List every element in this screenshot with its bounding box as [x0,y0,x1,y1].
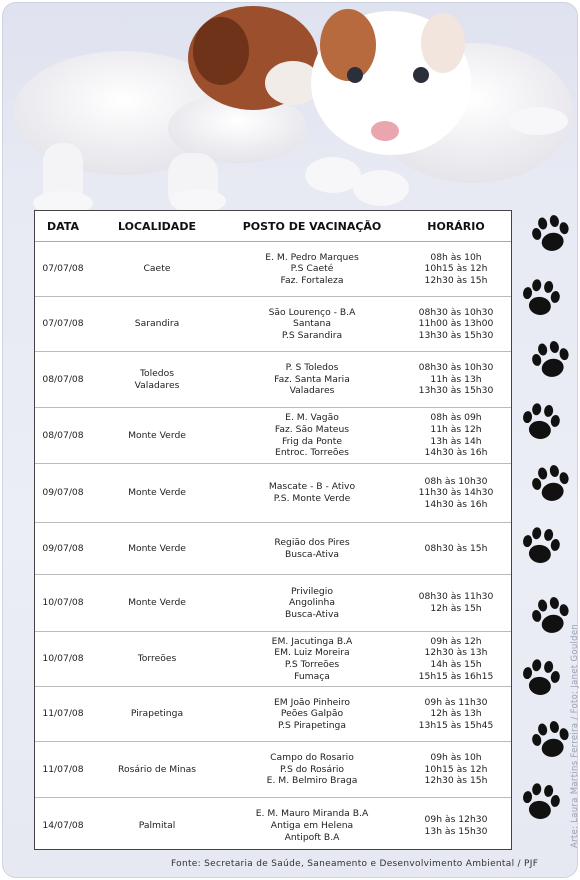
cell-data-line: 08/07/08 [42,373,84,385]
cell-horarios [401,297,511,352]
puppies-photo [3,3,577,218]
cell-postos-line: P.S Caeté [290,263,334,275]
cell-postos [223,297,401,352]
cell-postos-line: Frig da Ponte [282,435,342,447]
cell-postos [223,632,401,687]
cell-localidade-line: Caete [143,263,171,275]
table-row [35,242,511,297]
cell-horarios-line: 11h30 às 14h30 [418,487,494,499]
cell-postos [223,575,401,632]
cell-data [35,523,91,575]
cell-postos-line: E. M. Pedro Marques [265,251,359,263]
cell-postos-line: P.S. Monte Verde [273,493,351,504]
cell-horarios [401,742,511,798]
cell-postos-line: Fumaça [294,670,330,682]
cell-horarios [401,523,511,575]
table-row [35,575,511,632]
cell-postos-line: P.S do Rosário [279,763,345,775]
cell-horarios-line: 14h30 às 16h [424,447,488,459]
cell-horarios-line: 13h30 às 15h30 [418,329,494,341]
cell-postos-line: Angolinha [289,597,335,609]
paw-print-icon [525,458,577,510]
cell-data-line: 09/07/08 [42,487,84,499]
cell-postos-line: E. M. Belmiro Braga [266,775,358,787]
paw-prints-column [513,208,573,848]
cell-localidade-line: Sarandira [134,318,180,330]
cell-horarios-line: 08h às 10h30 [424,475,488,487]
cell-postos [223,798,401,854]
cell-postos [223,408,401,464]
cell-horarios [401,242,511,297]
cell-postos-line: Valadares [289,385,335,397]
cell-data [35,798,91,854]
cell-horarios [401,798,511,854]
cell-postos-line: Faz. São Mateus [274,423,350,435]
cell-localidade-line: Rosário de Minas [117,763,196,775]
cell-postos-line: EM. Jacutinga B.A [271,635,353,647]
cell-localidade-line: Torreões [137,653,177,665]
cell-data-line: 08/07/08 [42,429,84,441]
cell-postos-line: Antiga em Helena [270,819,354,831]
cell-postos-line: Região dos Pires [274,536,350,548]
cell-horarios-line: 13h15 às 15h45 [418,719,494,731]
table-row [35,523,511,575]
cell-horarios-line: 13h30 às 15h30 [418,385,494,397]
cell-horarios-line: 08h às 09h [430,412,482,424]
cell-horarios-line: 09h às 12h30 [424,814,488,826]
cell-horarios [401,687,511,742]
cell-horarios-line: 11h às 13h [430,373,482,385]
cell-postos [223,523,401,575]
vaccination-schedule-table [34,210,512,850]
cell-postos-line: P.S Sarandira [281,329,343,341]
cell-postos-line: São Lourenço - B.A [268,306,356,318]
cell-data-line: 11/07/08 [42,763,84,775]
cell-horarios [401,352,511,408]
cell-data-line: 07/07/08 [42,318,84,330]
paw-print-icon [516,653,566,703]
cell-localidade-line: Monte Verde [128,429,186,441]
cell-localidade [91,297,223,352]
cell-postos [223,242,401,297]
cell-localidade [91,464,223,523]
cell-postos-line: Peões Galpão [280,708,344,720]
cell-localidade [91,408,223,464]
cell-localidade-line: Pirapetinga [130,708,184,720]
cell-localidade [91,575,223,632]
paw-print-icon [516,397,566,447]
cell-localidade [91,798,223,854]
cell-horarios-line: 11h às 12h [430,423,482,435]
cell-horarios-line: 13h às 15h30 [424,825,488,837]
cell-localidade-line: Toledos [139,367,175,379]
cell-horarios-line: 08h30 às 10h30 [418,306,494,318]
cell-postos-line: Faz. Fortaleza [280,274,344,286]
cell-postos-line: Campo do Rosario [270,752,354,764]
table-row [35,352,511,408]
cell-data [35,464,91,523]
header-data: DATA [35,211,91,242]
cell-localidade [91,242,223,297]
cell-data-line: 14/07/08 [42,819,84,831]
cell-horarios [401,632,511,687]
cell-horarios-line: 08h30 às 11h30 [418,591,494,603]
cell-horarios-line: 11h00 às 13h00 [418,318,494,330]
table-row [35,632,511,687]
cell-horarios [401,575,511,632]
cell-horarios-line: 13h às 14h [430,435,482,447]
cell-postos [223,742,401,798]
cell-postos [223,687,401,742]
cell-data [35,352,91,408]
cell-localidade-line: Monte Verde [128,597,186,609]
cell-postos-line: Faz. Santa Maria [274,373,350,385]
paw-print-icon [516,273,566,323]
table-header-row [35,211,511,242]
cell-data [35,632,91,687]
cell-postos-line: Mascate - B - Ativo [268,481,356,493]
paw-print-icon [525,334,577,386]
cell-localidade [91,352,223,408]
header-posto: POSTO DE VACINAÇÃO [223,211,401,242]
table-row [35,464,511,523]
cell-localidade-line: Monte Verde [128,487,186,499]
cell-data-line: 09/07/08 [42,542,84,554]
cell-postos-line: Entroc. Torreões [275,447,349,459]
cell-postos-line: P. S Toledos [285,362,339,374]
table-row [35,297,511,352]
source-note: Fonte: Secretaria de Saúde, Saneamento e Desenvolvimento Ambiental / PJF [171,859,539,869]
cell-horarios-line: 10h15 às 12h [424,763,488,775]
vaccination-poster [2,2,578,878]
table-row [35,798,511,854]
cell-horarios-line: 09h às 11h30 [424,696,488,708]
cell-postos-line: E. M. Mauro Miranda B.A [255,808,369,820]
cell-postos-line: Busca-Ativa [284,608,340,620]
cell-horarios [401,408,511,464]
cell-postos-line: Santana [293,318,331,330]
cell-horarios-line: 12h às 13h [430,708,482,720]
cell-data-line: 11/07/08 [42,708,84,720]
cell-postos-line: E. M. Vagão [285,412,339,424]
header-localidade: LOCALIDADE [91,211,223,242]
cell-data [35,408,91,464]
cell-horarios-line: 14h30 às 16h [424,498,488,510]
cell-horarios-line: 10h15 às 12h [424,263,488,275]
cell-postos-line: Privilegio [291,585,333,597]
cell-localidade [91,687,223,742]
cell-horarios [401,464,511,523]
photo-credit: Arte: Laura Martins Ferreira / Foto: Janet Goulden [570,623,580,848]
cell-data [35,297,91,352]
paw-print-icon [516,777,566,827]
cell-data [35,575,91,632]
cell-data-line: 07/07/08 [42,263,84,275]
paw-print-icon [516,521,566,571]
cell-horarios-line: 09h às 10h [430,752,482,764]
cell-horarios-line: 12h30 às 15h [424,274,488,286]
header-horario: HORÁRIO [401,211,511,242]
cell-postos-line: P.S Torreões [284,659,340,670]
cell-data [35,687,91,742]
cell-postos-line: Busca-Ativa [284,548,340,560]
cell-postos [223,464,401,523]
cell-data [35,742,91,798]
cell-horarios-line: 12h30 às 15h [424,775,488,787]
cell-postos-line: P.S Pirapetinga [277,719,346,731]
cell-horarios-line: 12h às 15h [430,603,482,614]
cell-horarios-line: 09h às 12h [430,635,482,647]
cell-localidade-line: Monte Verde [128,542,186,554]
cell-horarios-line: 14h às 15h [430,659,482,670]
table-row [35,687,511,742]
paw-print-icon [525,208,577,260]
cell-horarios-line: 08h30 às 15h [424,542,488,554]
cell-data-line: 10/07/08 [42,597,84,609]
cell-postos [223,352,401,408]
cell-postos-line: EM João Pinheiro [273,696,351,708]
cell-localidade [91,632,223,687]
cell-horarios-line: 08h às 10h [430,251,482,263]
cell-localidade-line: Valadares [134,379,180,391]
cell-data [35,242,91,297]
cell-data-line: 10/07/08 [42,653,84,665]
cell-horarios-line: 12h30 às 13h [424,647,488,659]
cell-localidade-line: Palmital [138,819,176,831]
table-row [35,742,511,798]
cell-localidade [91,742,223,798]
cell-horarios-line: 08h30 às 10h30 [418,362,494,374]
cell-horarios-line: 15h15 às 16h15 [418,670,494,682]
cell-postos-line: EM. Luiz Moreira [274,647,350,659]
cell-postos-line: Antipoft B.A [284,831,340,843]
cell-localidade [91,523,223,575]
table-row [35,408,511,464]
